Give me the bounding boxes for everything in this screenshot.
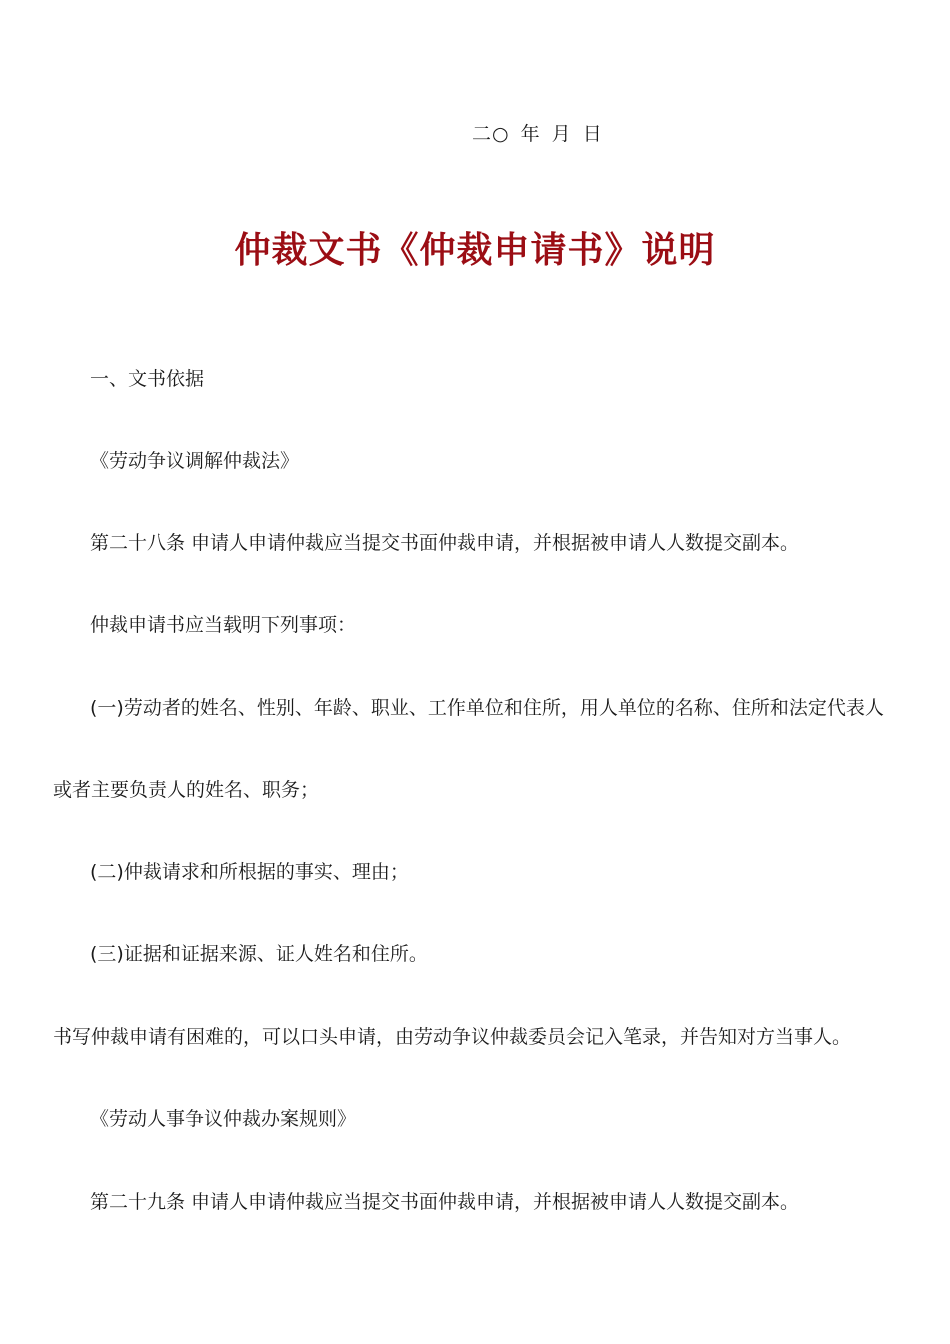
list-item: (一)劳动者的姓名、性别、年龄、职业、工作单位和住所，用人单位的名称、住所和法定代表人: [90, 697, 884, 719]
list-item: (二)仲裁请求和所根据的事实、理由；: [90, 861, 409, 883]
list-item-continuation: 或者主要负责人的姓名、职务；: [53, 779, 320, 801]
body-paragraph: 书写仲裁申请有困难的，可以口头申请，由劳动争议仲裁委员会记入笔录，并告知对方当事人。: [53, 1026, 852, 1048]
law-title: 《劳动争议调解仲裁法》: [90, 450, 300, 472]
list-item: (三)证据和证据来源、证人姓名和住所。: [90, 943, 428, 965]
law-title: 《劳动人事争议仲裁办案规则》: [90, 1108, 357, 1130]
article-paragraph: 第二十九条 申请人申请仲裁应当提交书面仲裁申请，并根据被申请人人数提交副本。: [90, 1191, 800, 1213]
date-line: 二○ 年 月 日: [472, 123, 603, 145]
section-heading: 一、文书依据: [90, 368, 205, 390]
document-title: 仲裁文书《仲裁申请书》说明: [234, 229, 716, 271]
body-paragraph: 仲裁申请书应当载明下列事项：: [90, 614, 357, 636]
article-paragraph: 第二十八条 申请人申请仲裁应当提交书面仲裁申请，并根据被申请人人数提交副本。: [90, 532, 800, 554]
